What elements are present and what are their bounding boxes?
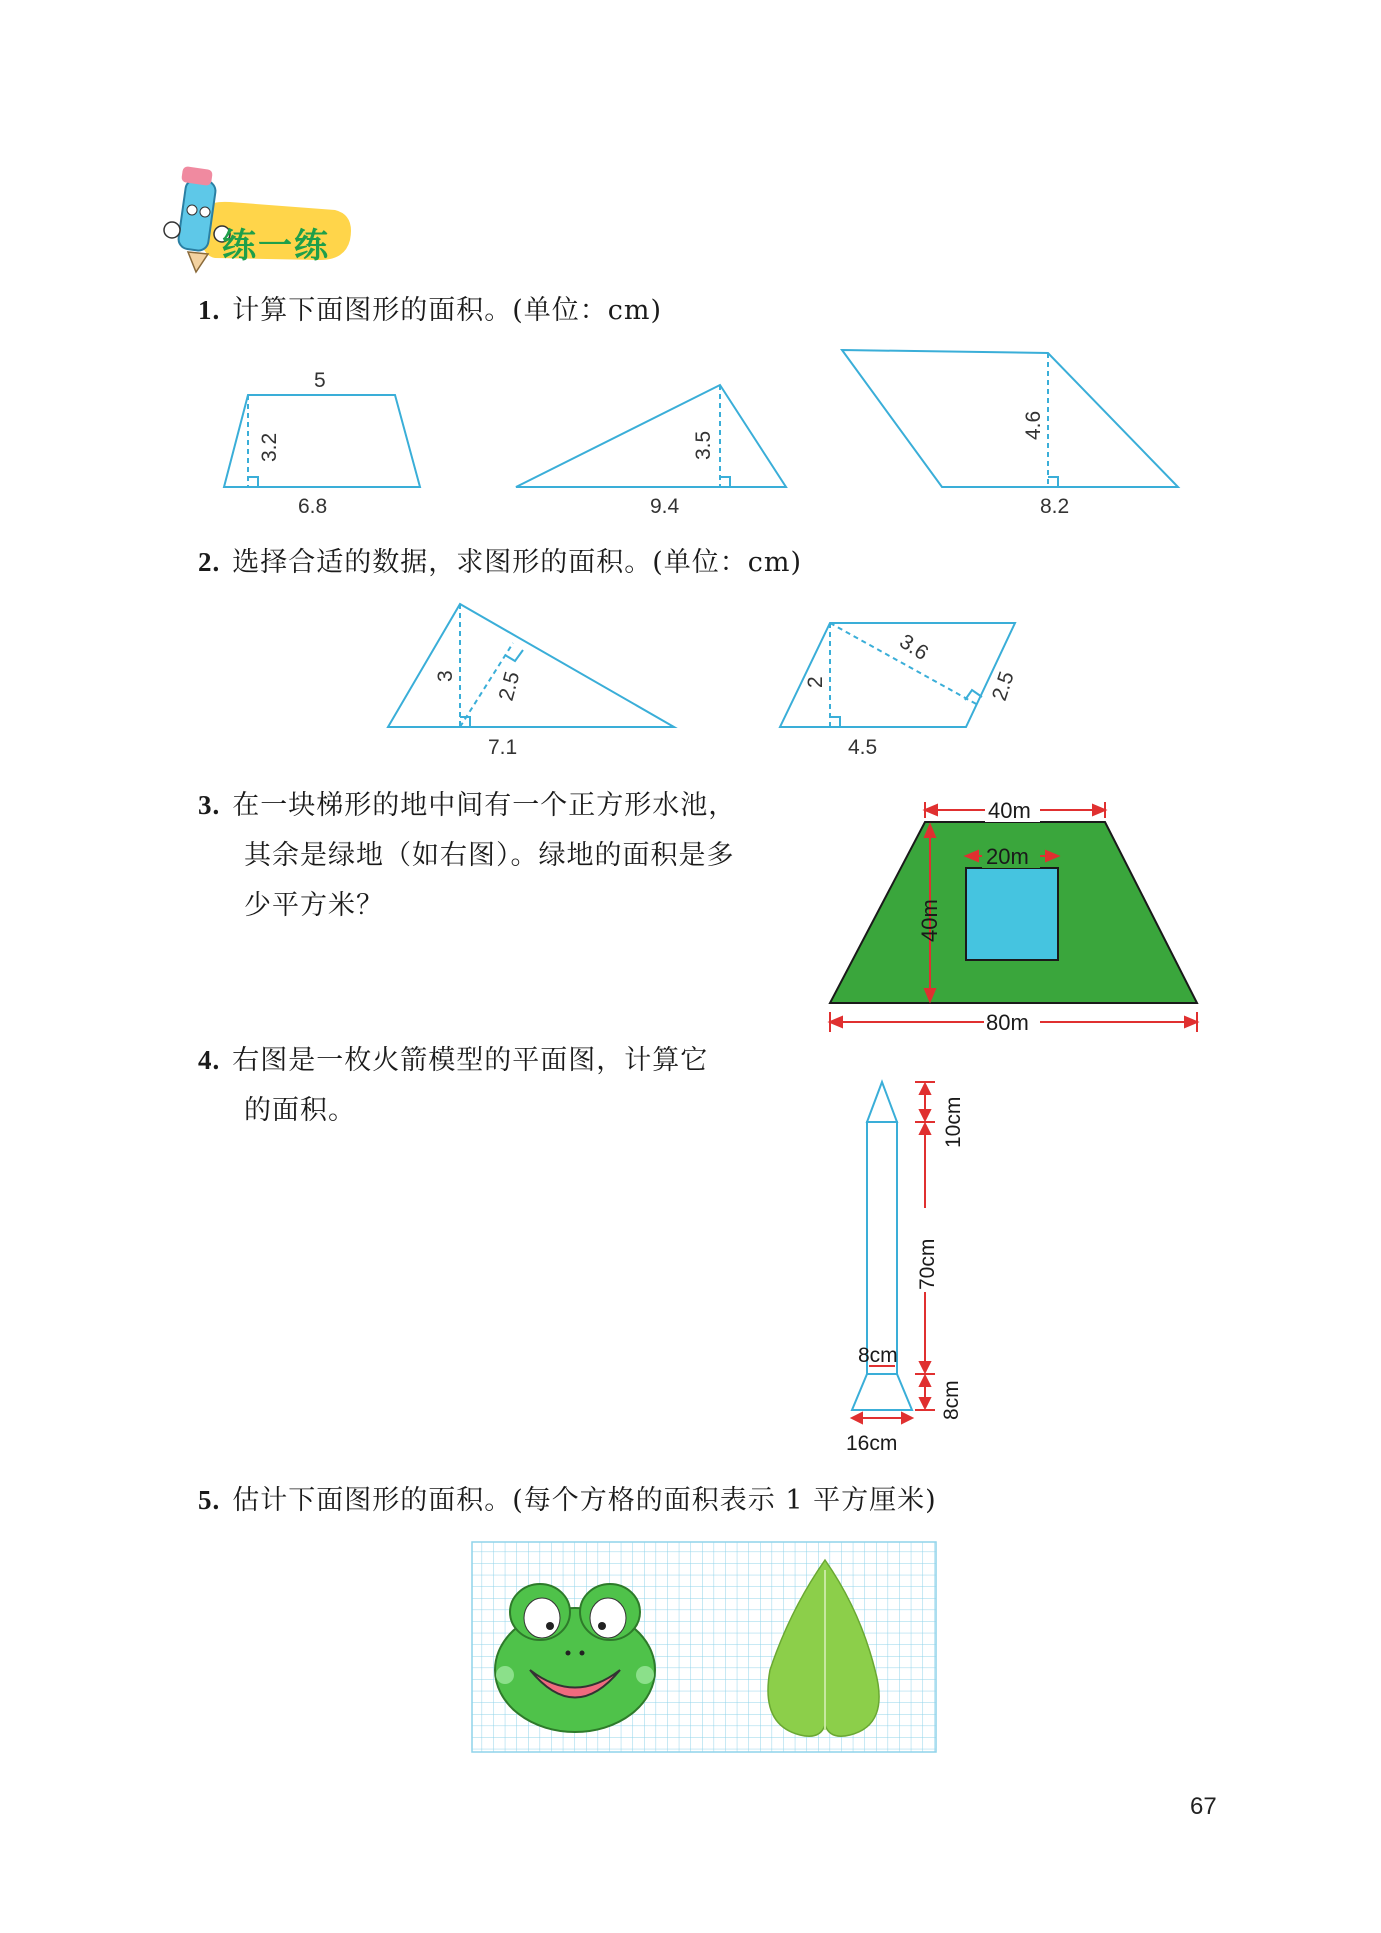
triangle-base-label: 7.1 (488, 736, 518, 759)
trapezoid-height-label: 3.2 (258, 432, 281, 462)
question-text: 选择合适的数据，求图形的面积。(单位：cm) (232, 547, 803, 578)
question-text: 估计下面图形的面积。(每个方格的面积表示 1 平方厘米) (232, 1485, 937, 1516)
parallelogram-side-label: 2.5 (987, 668, 1019, 704)
question-line: 其余是绿地（如右图）。绿地的面积是多 (244, 840, 735, 871)
question-line: 的面积。 (244, 1095, 356, 1126)
question-number: 1. (198, 295, 221, 325)
square-side-label: 20m (986, 844, 1029, 869)
parallelogram-base-label: 4.5 (848, 736, 878, 759)
parallelogram-diagonal-label: 3.6 (895, 629, 933, 666)
section-title: 练一练 (222, 226, 330, 266)
tail-base-label: 16cm (846, 1432, 898, 1455)
question-line: 右图是一枚火箭模型的平面图，计算它 (232, 1045, 709, 1076)
question-number: 5. (198, 1485, 221, 1515)
trapezoid-top-label: 5 (314, 369, 326, 392)
triangle-base-label: 9.4 (650, 495, 680, 518)
question-5 (198, 1475, 937, 1526)
height-label: 40m (917, 899, 942, 942)
tail-height-label: 8cm (940, 1380, 963, 1420)
rocket-body (867, 1122, 897, 1374)
neck-width-label: 8cm (858, 1344, 898, 1367)
top-length-label: 40m (988, 798, 1031, 823)
triangle-slant-height-label: 2.5 (494, 669, 525, 704)
tip-height-label: 10cm (942, 1096, 965, 1148)
question-number: 2. (198, 547, 221, 577)
page-number: 67 (1190, 1793, 1217, 1820)
parallelogram-height-label: 2 (804, 676, 827, 688)
triangle-height-label: 3.5 (692, 430, 715, 460)
question-line: 少平方米？ (244, 890, 384, 921)
parallelogram-base-label: 8.2 (1040, 495, 1070, 518)
question-line: 在一块梯形的地中间有一个正方形水池， (232, 790, 737, 821)
rocket-tail (852, 1374, 912, 1410)
question-text: 计算下面图形的面积。(单位：cm) (232, 295, 663, 326)
rocket-tip (867, 1082, 897, 1122)
body-height-label: 70cm (916, 1238, 939, 1290)
triangle-height-label: 3 (434, 670, 457, 682)
question-number: 4. (198, 1045, 221, 1075)
q5-grid-figure (470, 1540, 940, 1760)
question-number: 3. (198, 790, 221, 820)
parallelogram-height-label: 4.6 (1022, 410, 1045, 440)
bottom-length-label: 80m (986, 1010, 1029, 1035)
trapezoid-bottom-label: 6.8 (298, 495, 328, 518)
